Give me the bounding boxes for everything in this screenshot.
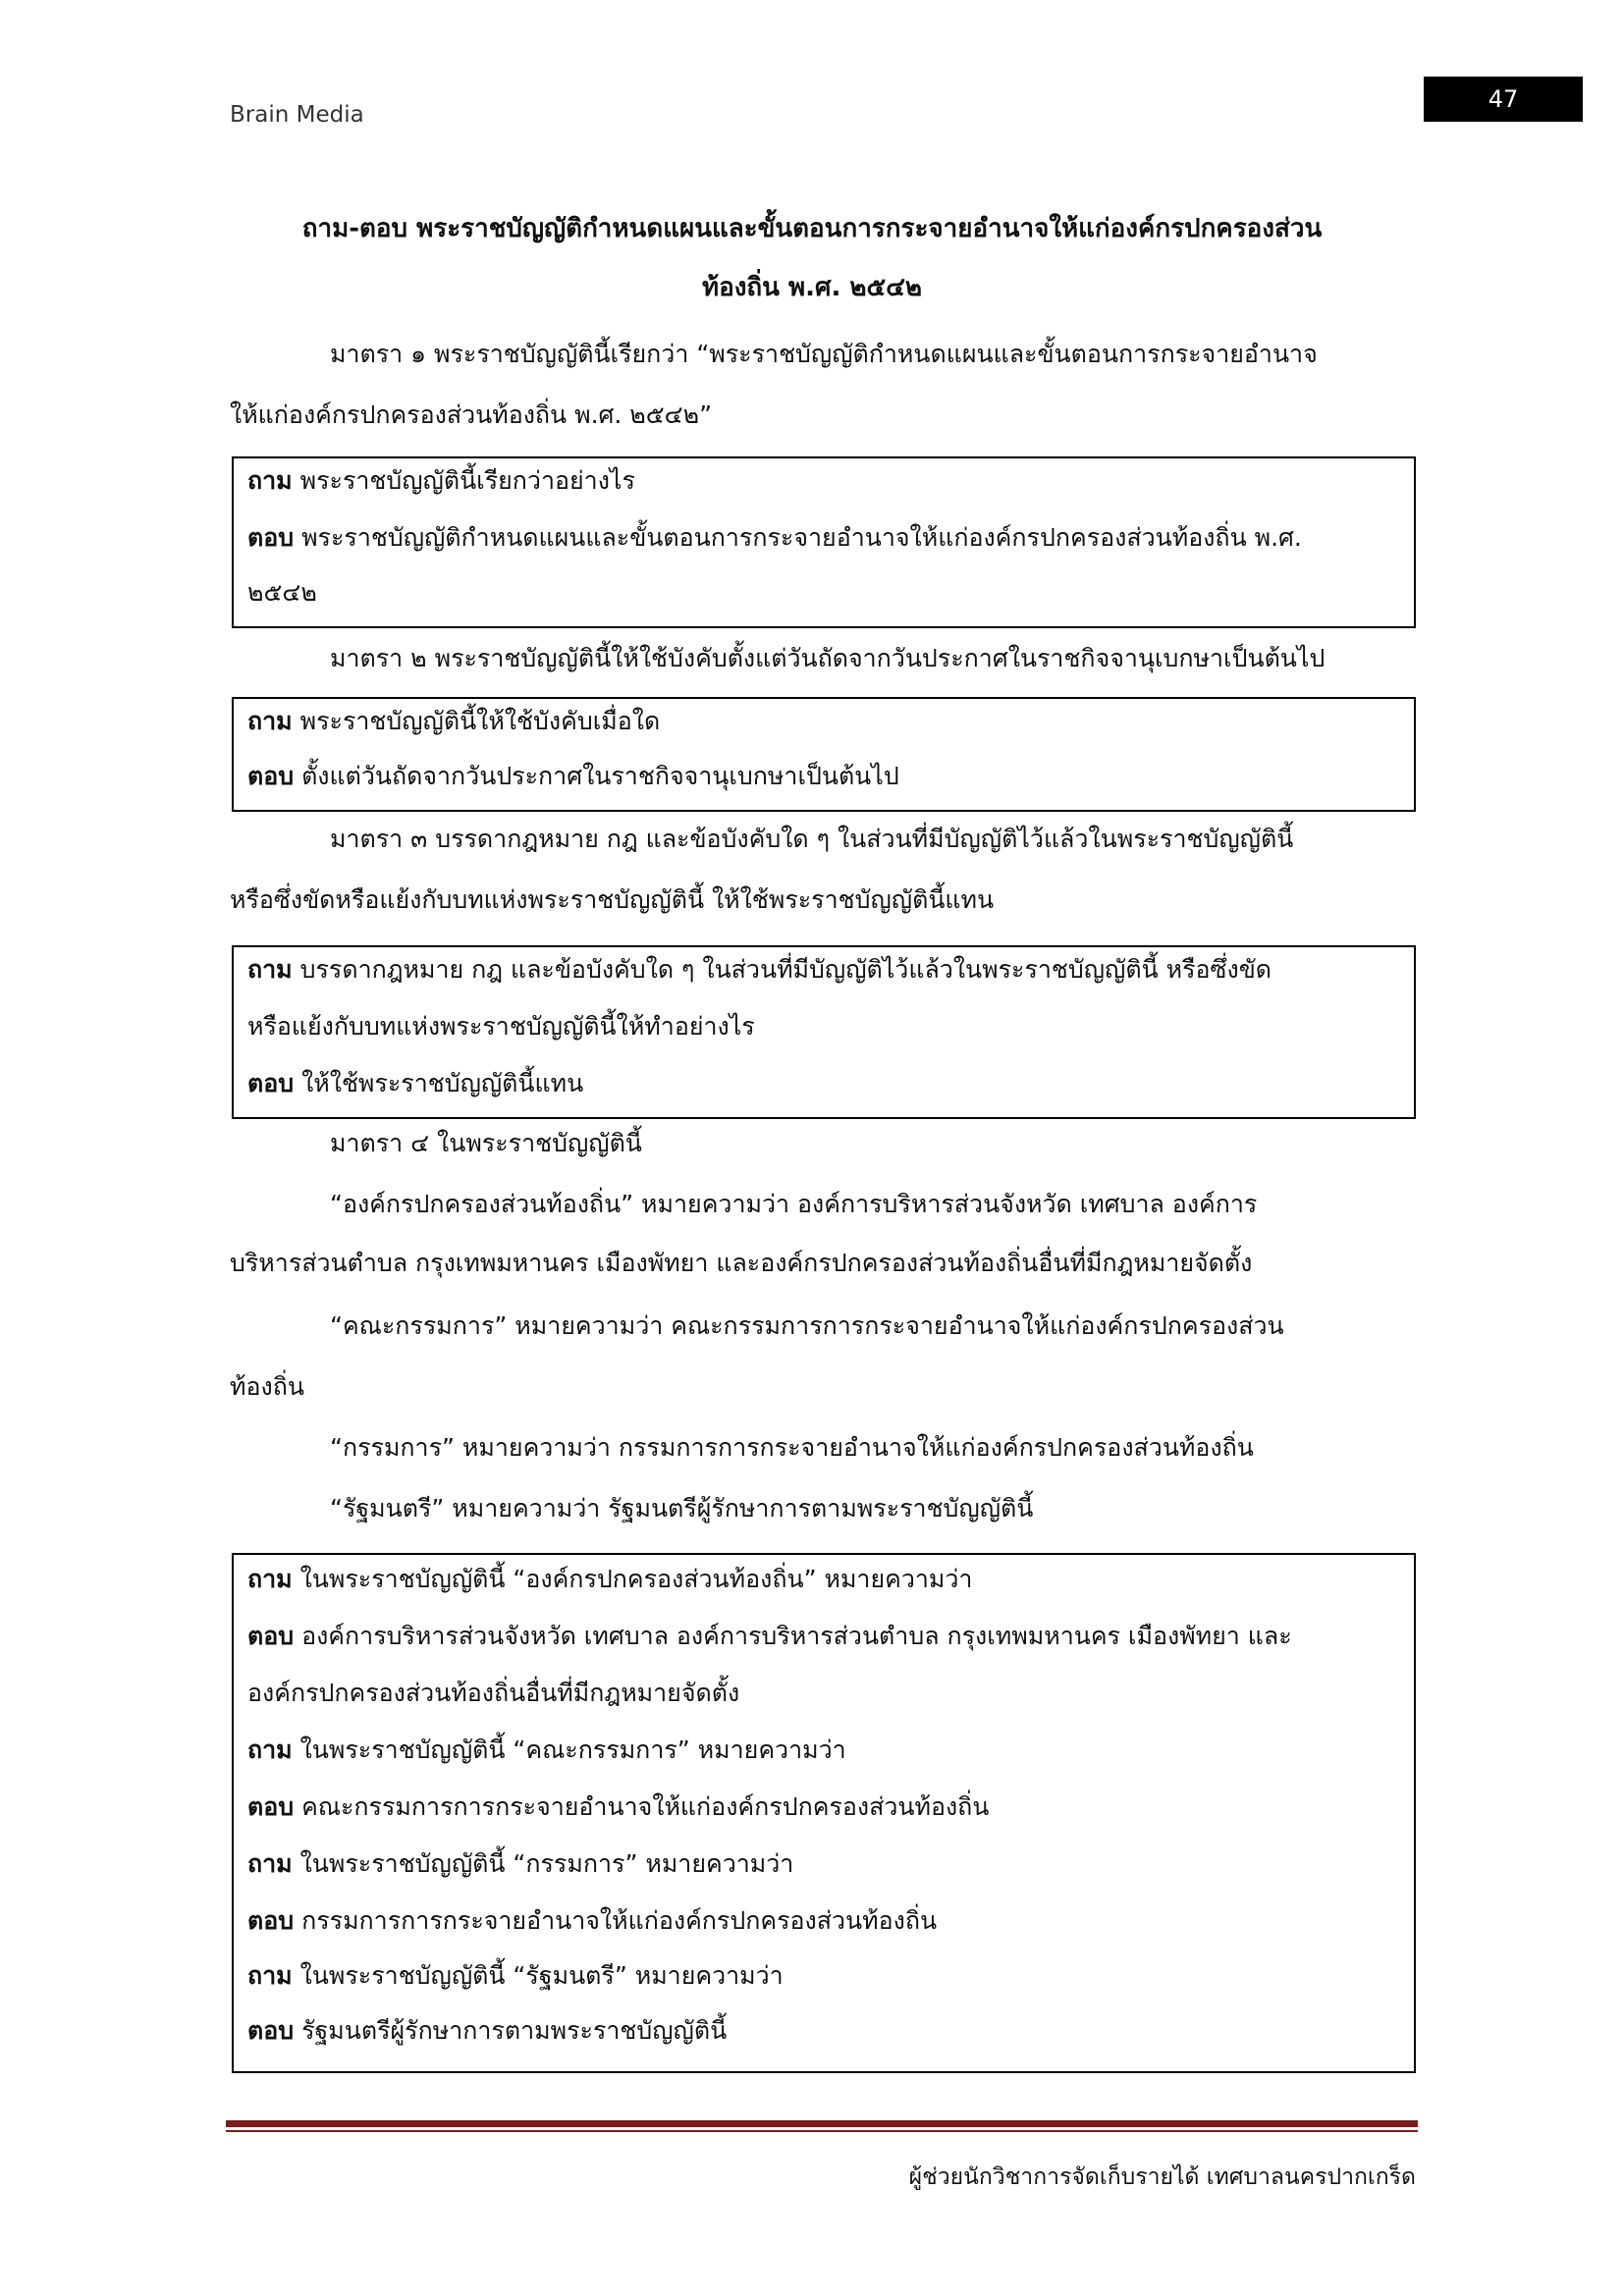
- answer-line: [247, 2016, 727, 2046]
- brand-label: Brain Media: [230, 102, 364, 128]
- answer-label: ตอบ: [247, 1906, 295, 1935]
- answer-text: พระราชบัญญัติกำหนดแผนและขั้นตอนการกระจายอำนาจให้แก่องค์กรปกครองส่วนท้องถิ่น พ.ศ.: [294, 523, 1302, 552]
- footer-divider: [226, 2120, 1418, 2127]
- question-text: ในพระราชบัญญัตินี้ “กรรมการ” หมายความว่า: [292, 1849, 794, 1878]
- answer-label: ตอบ: [247, 762, 295, 790]
- question-label: ถาม: [247, 955, 293, 984]
- document-title-line-1: ถาม-ตอบ พระราชบัญญัติกำหนดแผนและขั้นตอนการกระจายอำนาจให้แก่องค์กรปกครองส่วน: [301, 214, 1323, 243]
- question-line: [247, 1735, 846, 1765]
- definition-2: “คณะกรรมการ” หมายความว่า คณะกรรมการการกระจายอำนาจให้แก่องค์กรปกครองส่วน: [330, 1311, 1284, 1340]
- definition-3: “กรรมการ” หมายความว่า กรรมการการกระจายอำนาจให้แก่องค์กรปกครองส่วนท้องถิ่น: [330, 1433, 1254, 1462]
- question-label: ถาม: [247, 1565, 293, 1593]
- section-2-text: มาตรา ๒ พระราชบัญญัตินี้ให้ใช้บังคับตั้งแต่วันถัดจากวันประกาศในราชกิจจานุเบกษาเป็นต้นไป: [330, 644, 1326, 672]
- question-line: [247, 955, 1272, 985]
- definition-1-cont: บริหารส่วนตำบล กรุงเทพมหานคร เมืองพัทยา และองค์กรปกครองส่วนท้องถิ่นอื่นที่มีกฎหมายจัดตั้ง: [230, 1249, 1253, 1277]
- qa-box-2: [232, 697, 1416, 812]
- answer-line: [247, 523, 1302, 553]
- qa-box-3: [232, 945, 1416, 1119]
- answer-text-cont: ๒๕๔๒: [247, 578, 317, 607]
- answer-line: [247, 1792, 989, 1822]
- answer-text: ตั้งแต่วันถัดจากวันประกาศในราชกิจจานุเบกษาเป็นต้นไป: [294, 762, 899, 790]
- answer-label: ตอบ: [247, 523, 295, 552]
- question-label: ถาม: [247, 1849, 293, 1878]
- question-text: ในพระราชบัญญัตินี้ “องค์กรปกครองส่วนท้องถิ่น” หมายความว่า: [292, 1565, 973, 1593]
- question-label: ถาม: [247, 466, 293, 495]
- question-line: [247, 1961, 784, 1991]
- document-title-line-2: ท้องถิ่น พ.ศ. ๒๕๔๒: [701, 273, 923, 302]
- definition-2-cont: ท้องถิ่น: [230, 1372, 304, 1401]
- answer-text: รัฐมนตรีผู้รักษาการตามพระราชบัญญัตินี้: [294, 2016, 728, 2045]
- question-line: [247, 707, 660, 736]
- question-text: ในพระราชบัญญัตินี้ “รัฐมนตรี” หมายความว่า: [292, 1961, 784, 1990]
- question-text: ในพระราชบัญญัตินี้ “คณะกรรมการ” หมายความว่า: [292, 1735, 846, 1764]
- section-3-text-cont: หรือซึ่งขัดหรือแย้งกับบทแห่งพระราชบัญญัตินี้ ให้ใช้พระราชบัญญัตินี้แทน: [230, 885, 995, 914]
- answer-text: องค์การบริหารส่วนจังหวัด เทศบาล องค์การบริหารส่วนตำบล กรุงเทพมหานคร เมืองพัทยา และ: [294, 1622, 1292, 1650]
- answer-line: [247, 762, 899, 791]
- answer-label: ตอบ: [247, 1069, 295, 1097]
- answer-text-cont: องค์กรปกครองส่วนท้องถิ่นอื่นที่มีกฎหมายจัดตั้ง: [247, 1679, 740, 1707]
- section-4-text: มาตรา ๔ ในพระราชบัญญัตินี้: [330, 1129, 642, 1157]
- question-text: พระราชบัญญัตินี้ให้ใช้บังคับเมื่อใด: [292, 707, 661, 735]
- definition-1: “องค์กรปกครองส่วนท้องถิ่น” หมายความว่า องค์การบริหารส่วนจังหวัด เทศบาล องค์การ: [330, 1190, 1258, 1218]
- page-number: 47: [1424, 77, 1583, 122]
- section-3-text: มาตรา ๓ บรรดากฎหมาย กฎ และข้อบังคับใด ๆ ในส่วนที่มีบัญญัติไว้แล้วในพระราชบัญญัตินี้: [330, 825, 1294, 853]
- answer-line: [247, 1906, 937, 1936]
- question-label: ถาม: [247, 1961, 293, 1990]
- answer-label: ตอบ: [247, 1792, 295, 1821]
- answer-label: ตอบ: [247, 1622, 295, 1650]
- answer-text: ให้ใช้พระราชบัญญัตินี้แทน: [294, 1069, 584, 1097]
- qa-box-1: [232, 456, 1416, 628]
- question-line: [247, 1849, 793, 1879]
- answer-text: คณะกรรมการการกระจายอำนาจให้แก่องค์กรปกครองส่วนท้องถิ่น: [294, 1792, 990, 1821]
- question-text-cont: หรือแย้งกับบทแห่งพระราชบัญญัตินี้ให้ทำอย่างไร: [247, 1012, 755, 1041]
- answer-text: กรรมการการกระจายอำนาจให้แก่องค์กรปกครองส่วนท้องถิ่น: [294, 1906, 938, 1935]
- answer-line: [247, 1622, 1292, 1651]
- qa-box-4: [232, 1553, 1416, 2073]
- section-1-text-cont: ให้แก่องค์กรปกครองส่วนท้องถิ่น พ.ศ. ๒๕๔๒”: [230, 400, 713, 429]
- footer-text: ผู้ช่วยนักวิชาการจัดเก็บรายได้ เทศบาลนครปากเกร็ด: [908, 2164, 1416, 2190]
- answer-label: ตอบ: [247, 2016, 295, 2045]
- question-line: [247, 1565, 972, 1594]
- question-line: [247, 466, 635, 496]
- question-text: บรรดากฎหมาย กฎ และข้อบังคับใด ๆ ในส่วนที่มีบัญญัติไว้แล้วในพระราชบัญญัตินี้ หรือซึ่งขัด: [292, 955, 1272, 984]
- section-1-text: มาตรา ๑ พระราชบัญญัตินี้เรียกว่า “พระราชบัญญัติกำหนดแผนและขั้นตอนการกระจายอำนาจ: [330, 340, 1318, 368]
- definition-4: “รัฐมนตรี” หมายความว่า รัฐมนตรีผู้รักษาการตามพระราชบัญญัตินี้: [330, 1494, 1034, 1522]
- answer-line: [247, 1069, 583, 1098]
- question-label: ถาม: [247, 1735, 293, 1764]
- question-text: พระราชบัญญัตินี้เรียกว่าอย่างไร: [292, 466, 635, 495]
- footer-divider-thin: [226, 2130, 1418, 2132]
- question-label: ถาม: [247, 707, 293, 735]
